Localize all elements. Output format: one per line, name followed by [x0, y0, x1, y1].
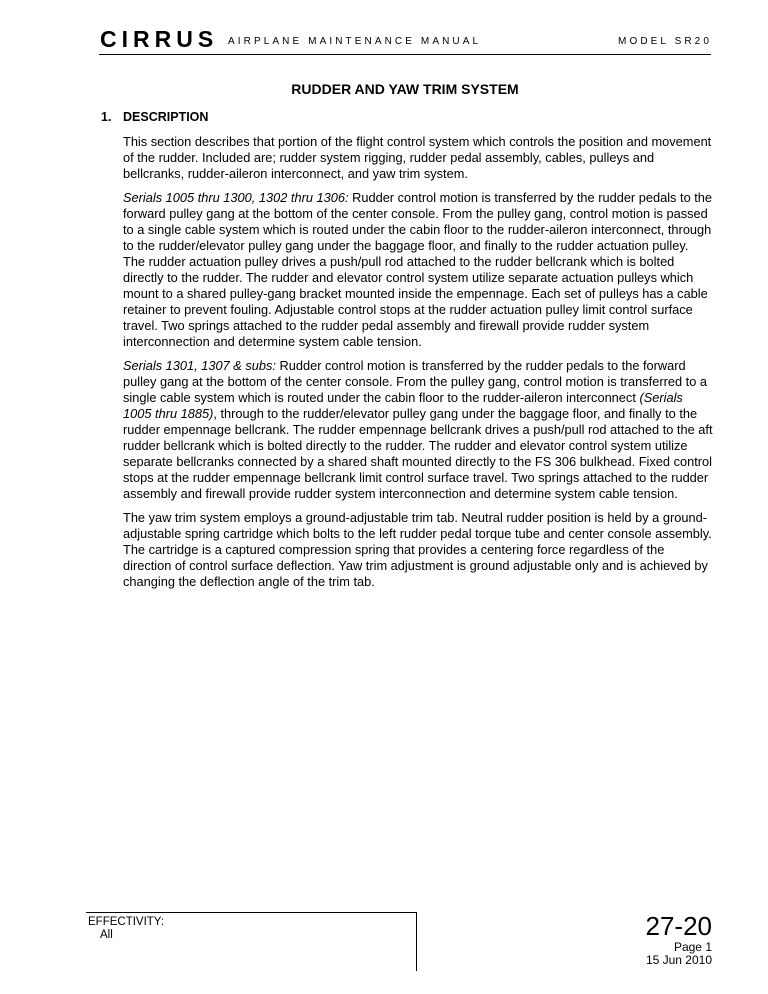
manual-title: AIRPLANE MAINTENANCE MANUAL [228, 36, 482, 47]
paragraph-intro: This section describes that portion of the flight control system which controls the position and movement of the rudder. Included are; rudder system rigging, rudder pedal assembly, cables, pulleys and bellcranks, rudder-aileron interconnect, and yaw trim system. [123, 134, 712, 181]
revision-date: 15 Jun 2010 [645, 953, 712, 967]
serial-note: (Serials 1005 thru 1885) [123, 390, 683, 421]
section-title: DESCRIPTION [123, 110, 209, 124]
body-text [123, 134, 713, 598]
paragraph-text: Rudder control motion is transferred by the rudder pedals to the forward pulley gang at the bottom of the center console. From the pulley gang, control motion is passed to a single cable system which is routed under the cabin floor to the rudder-aileron interconnect, through to the rudder/elevator pulley gang under the baggage floor, and finally to the rudder actuation pulley. The rudder actuation pulley drives a push/pull rod attached to the rudder bellcrank which is bolted directly to the rudder. The rudder and elevator control system utilize separate actuation pulleys which mount to a shared pulley-gang bracket mounted inside the empennage. Each set of pulleys has a cable retainer to prevent fouling. Adjustable control stops at the rudder actuation pulley limit control surface travel. Two springs attached to the rudder pedal assembly and firewall provide rudder system interconnection and determine system cable tension. [123, 190, 713, 349]
brand-logo: CIRRUS [100, 26, 219, 52]
page-title: RUDDER AND YAW TRIM SYSTEM [291, 81, 519, 97]
paragraph-yaw-trim: The yaw trim system employs a ground-adjustable trim tab. Neutral rudder position is held by a ground-adjustable spring cartridge which bolts to the left rudder pedal torque tube and center console assembly. The cartridge is a captured compression spring that provides a centering force regardless of the direction of control surface deflection. Yaw trim adjustment is ground adjustable only and is achieved by changing the deflection angle of the trim tab. [123, 510, 712, 589]
header-divider [99, 54, 711, 55]
paragraph-text: , through to the rudder/elevator pulley gang under the baggage floor, and finally to the rudder empennage bellcrank. The rudder empennage bellcrank drives a push/pull rod attached to the aft rudder bellcrank which is bolted directly to the rudder. The rudder and elevator control system utilize separate bellcranks connected by a shared shaft mounted directly to the FS 306 bulkhead. Fixed control stops at the rudder empennage bellcrank limit control surface travel. Two springs attached to the rudder assembly and firewall provide rudder system interconnection and determine system cable tension. [123, 406, 713, 501]
page-number: Page 1 [673, 940, 712, 954]
effectivity-label: EFFECTIVITY: [88, 916, 165, 928]
paragraph-text: Rudder control motion is transferred by the rudder pedals to the forward pulley gang at the bottom of the center console. From the pulley gang, control motion is transferred to a single cable system which is routed under the cabin floor to the rudder-aileron interconnect [123, 358, 708, 405]
model-label: MODEL SR20 [618, 36, 712, 47]
chapter-number: 27-20 [645, 911, 712, 941]
paragraph-serials-early [123, 190, 713, 350]
serial-range-label: Serials 1005 thru 1300, 1302 thru 1306: [123, 190, 349, 205]
paragraph-serials-late [123, 358, 713, 502]
effectivity-value: All [100, 929, 113, 941]
section-number: 1. [101, 110, 112, 124]
serial-range-label: Serials 1301, 1307 & subs: [123, 358, 276, 373]
